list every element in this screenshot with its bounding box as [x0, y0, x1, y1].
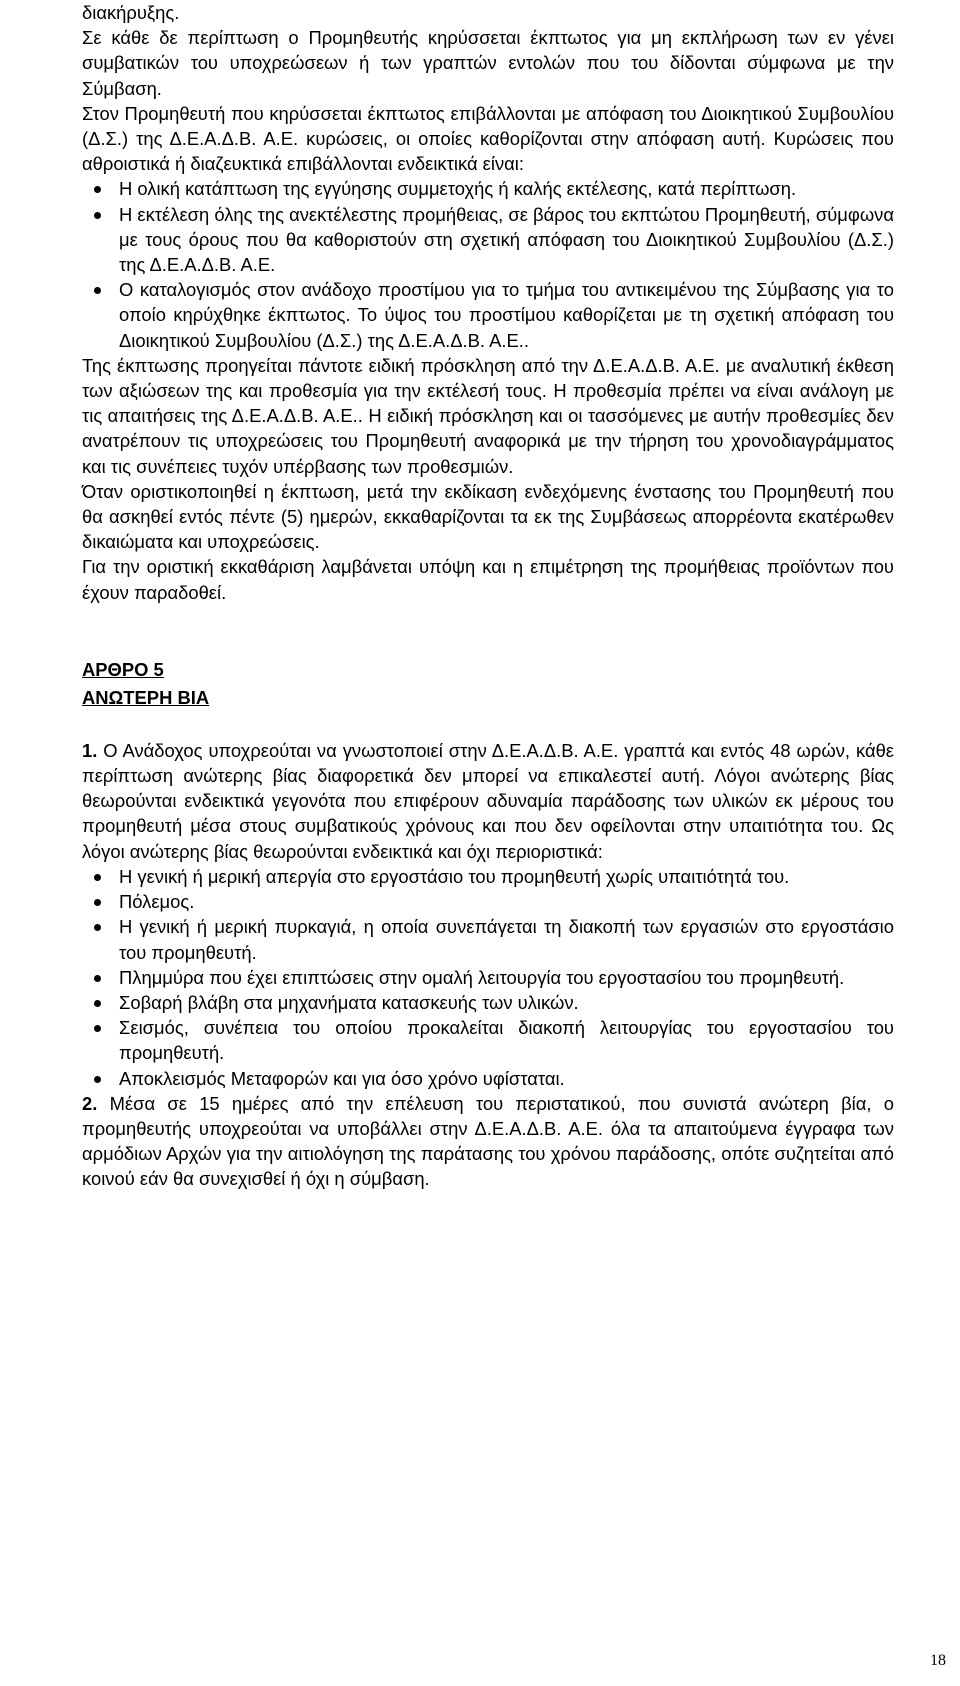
force-majeure-list: [82, 864, 894, 1091]
list-item: Η εκτέλεση όλης της ανεκτέλεστης προμήθειας, σε βάρος του εκπτώτου Προμηθευτή, σύμφωνα με τους όρους που θα καθοριστούν στη σχετική απόφαση του Διοικητικού Συμβουλίου (Δ.Σ.) της Δ.Ε.Α.Δ.Β. Α.Ε.: [82, 202, 894, 278]
paragraph-sanctions-intro: Στον Προμηθευτή που κηρύσσεται έκπτωτος επιβάλλονται με απόφαση του Διοικητικού Συμβουλίου (Δ.Σ.) της Δ.Ε.Α.Δ.Β. Α.Ε. κυρώσεις, οι οποίες καθορίζονται στην απόφαση αυτή. Κυρώσεις που αθροιστικά ή διαζευκτικά επιβάλλονται ενδεικτικά είναι:: [82, 102, 894, 175]
clause-1-number: 1.: [82, 739, 98, 761]
sanctions-list: [82, 176, 894, 352]
list-item: Η γενική ή μερική απεργία στο εργοστάσιο του προμηθευτή χωρίς υπαιτιότητά του.: [82, 864, 894, 889]
list-item: Αποκλεισμός Μεταφορών και για όσο χρόνο υφίσταται.: [82, 1066, 894, 1091]
list-item: Σεισμός, συνέπεια του οποίου προκαλείται διακοπή λειτουργίας του εργοστασίου του προμηθευτή.: [82, 1015, 894, 1065]
section-spacer: [82, 605, 894, 656]
clause-2: [82, 1091, 894, 1192]
paragraph-default: Σε κάθε δε περίπτωση ο Προμηθευτής κηρύσσεται έκπτωτος για μη εκπλήρωση των εν γένει συμβατικών του υποχρεώσεων ή των γραπτών εντολών που του δίδονται σύμφωνα με την Σύμβαση.: [82, 27, 894, 99]
paragraph-continuation: διακήρυξης.: [82, 2, 180, 23]
list-item: Η γενική ή μερική πυρκαγιά, η οποία συνεπάγεται τη διακοπή των εργασιών στο εργοστάσιο του προμηθευτή.: [82, 914, 894, 964]
paragraph-settlement: Για την οριστική εκκαθάριση λαμβάνεται υπόψη και η επιμέτρηση της προμήθειας προϊόντων που έχουν παραδοθεί.: [82, 556, 894, 603]
heading-gap: [82, 712, 894, 738]
paragraph-finalization: Όταν οριστικοποιηθεί η έκπτωση, μετά την εκδίκαση ενδεχόμενης ένστασης του Προμηθευτή που θα ασκηθεί εντός πέντε (5) ημερών, εκκαθαρίζονται τα εκ της Συμβάσεως απορρέοντα εκατέρωθεν δικαιώματα και υποχρεώσεις.: [82, 480, 894, 553]
list-item: Πόλεμος.: [82, 889, 894, 914]
clause-1: [82, 738, 894, 864]
list-item: Σοβαρή βλάβη στα μηχανήματα κατασκευής των υλικών.: [82, 990, 894, 1015]
clause-1-text: Ο Ανάδοχος υποχρεούται να γνωστοποιεί στην Δ.Ε.Α.Δ.Β. Α.Ε. γραπτά και εντός 48 ωρών, κάθε περίπτωση ανώτερης βίας διαφορετικά δεν μπορεί να επικαλεστεί αυτή. Λόγοι ανώτερης βίας θεωρούνται ενδεικτικά γεγονότα που επιφέρουν αδυναμία παράδοσης των υλικών εκ μέρους του προμηθευτή μέσα στους συμβατικούς χρόνους και που δεν οφείλονται στην υπαιτιότητα του. Ως λόγοι ανώτερης βίας θεωρούνται ενδεικτικά και όχι περιοριστικά:: [82, 739, 894, 862]
clause-2-text: Μέσα σε 15 ημέρες από την επέλευση του περιστατικού, που συνιστά ανώτερη βία, ο προμηθευτής υποχρεούται να υποβάλλει στην Δ.Ε.Α.Δ.Β. Α.Ε. όλα τα απαιτούμενα έγγραφα των αρμόδιων Αρχών για την αιτιολόγηση της παράτασης του χρόνου παράδοσης, οπότε συζητείται από κοινού εάν θα συνεχισθεί ή όχι η σύμβαση.: [82, 1092, 894, 1190]
list-item: Πλημμύρα που έχει επιπτώσεις στην ομαλή λειτουργία του εργοστασίου του προμηθευτή.: [82, 965, 894, 990]
page-number: 18: [930, 1652, 946, 1669]
clause-2-number: 2.: [82, 1092, 98, 1114]
document-body: [82, 0, 894, 1192]
article-number: ΑΡΘΡΟ 5: [82, 658, 164, 680]
list-item: Ο καταλογισμός στον ανάδοχο προστίμου για το τμήμα του αντικειμένου της Σύμβασης για το οποίο κηρύχθηκε έκπτωτος. Το ύψος του προστίμου καθορίζεται με τη σχετική απόφαση του Διοικητικού Συμβουλίου (Δ.Σ.) της Δ.Ε.Α.Δ.Β. Α.Ε..: [82, 277, 894, 353]
paragraph-notice: Της έκπτωσης προηγείται πάντοτε ειδική πρόσκληση από την Δ.Ε.Α.Δ.Β. Α.Ε. με αναλυτική έκθεση των αξιώσεων της και προθεσμία για την εκτέλεσή τους. Η προθεσμία πρέπει να είναι ανάλογη με τις απαιτήσεις της Δ.Ε.Α.Δ.Β. Α.Ε.. Η ειδική πρόσκληση και οι τασσόμενες με αυτήν προθεσμίες δεν ανατρέπουν τις υποχρεώσεις του Προμηθευτή αναφορικά με την τήρηση του χρονοδιαγράμματος και τις συνέπειες τυχόν υπέρβασης των προθεσμιών.: [82, 354, 894, 477]
list-item: Η ολική κατάπτωση της εγγύησης συμμετοχής ή καλής εκτέλεσης, κατά περίπτωση.: [82, 176, 894, 201]
article-title: ΑΝΩΤΕΡΗ ΒΙΑ: [82, 686, 210, 708]
